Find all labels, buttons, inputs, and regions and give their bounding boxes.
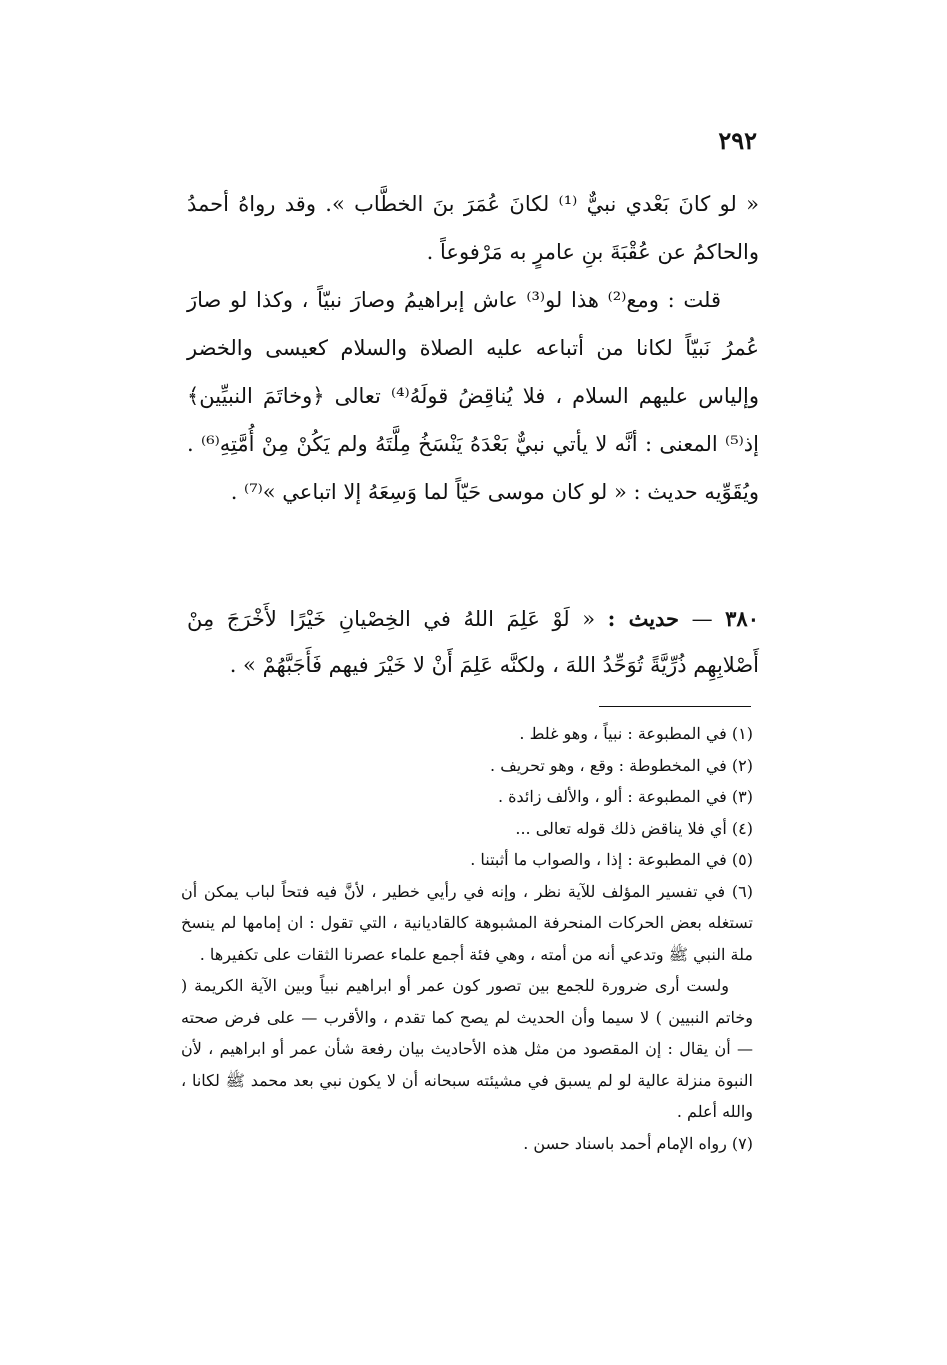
footnotes-block [181, 718, 753, 1159]
hadith-entry [187, 596, 759, 688]
hadith-dash: — [679, 607, 713, 631]
footnote: (١) في المطبوعة : نبياً ، وهو غلط . [519, 724, 753, 743]
footnote: (٧) رواه الإمام أحمد باسناد حسن . [523, 1133, 753, 1153]
main-paragraph: قلت : ومع⁽²⁾ هذا لو⁽³⁾ عاش إبراهيمُ وصارَ نبيّاً ، وكذا لو صارَ عُمرُ نَبيّاً لكانا من أتباعه عليه الصلاة والسلام كعيسى والخضر وإلياس عليهم السلام ، فلا يُناقِضُ قولَهُ⁽⁴⁾ تعالى ﴿وخاتَمَ النبيِّين﴾ إذ⁽⁵⁾ المعنى : أنَّه لا يأتي نبيٌّ بَعْدَهُ يَنْسَخُ مِلَّتَهُ ولم يَكُنْ مِنْ أُمَّتِهِ⁽⁶⁾ . ويُقَوِّيه حديث : « لو كان موسى حَيّاً لما وَسِعَهُ إلا اتباعي »⁽⁷⁾ . [187, 288, 759, 504]
footnote: (٢) في المخطوطة : وقع ، وهو تحريف . [490, 755, 753, 775]
footnote: (٥) في المطبوعة : إذا ، والصواب ما أثبتنا . [470, 850, 753, 869]
page-number: ٢٩٢ [718, 126, 757, 155]
main-paragraph: « لو كانَ بَعْدي نبيٌّ ⁽¹⁾ لكانَ عُمَرَ بنَ الخطَّاب ». وقد رواهُ أحمدُ والحاكمُ عن عُقْبَةَ بنِ عامرٍ به مَرْفوعاً . [187, 192, 759, 264]
main-text-block [187, 180, 759, 516]
footnote: (٤) أي فلا يناقض ذلك قوله تعالى ... [515, 818, 753, 838]
hadith-text: « لَوْ عَلِمَ اللهُ في الخِصْيانِ خَيْرًا لأَخْرَجَ مِنْ أَصْلابِهِم ذُرِّيَّةً تُوَحِّدُ اللهَ ، ولكنَّه عَلِمَ أَنْ لا خَيْرَ فيهم فَأَجَبَّهُمْ » . [187, 607, 759, 677]
footnote-separator [599, 706, 751, 707]
footnote: (٦) في تفسير المؤلف للآية نظر ، وإنه في رأيي خطير ، لأنَّ فيه فتحاً لباب يمكن أن تستغله بعض الحركات المنحرفة المشبوهة كالقاديانية ، التي تقول : ان إمامها لم ينسخ ملة النبي ﷺ وتدعي أنه من أمته ، وهي فئة أجمع علماء عصرنا الثقات على تكفيرها . [181, 881, 753, 964]
footnote: (٣) في المطبوعة : ألو ، والألف زائدة . [497, 787, 753, 806]
hadith-number: ٣٨٠ [725, 606, 759, 631]
hadith-label: حديث : [607, 606, 680, 631]
footnote-continuation: ولست أرى ضرورة للجمع بين تصور كون عمر أو ابراهيم نبياً وبين الآية الكريمة ( وخاتم النبيين ) لا سيما وأن الحديث لم يصح كما تقدم ، والأقرب — على فرض صحته — أن يقال : إن المقصود من مثل هذه الأحاديث بيان رفعة شأن عمر أو ابراهيم ، لأن النبوة منزلة عالية لو لم يسبق في مشيئته سبحانه أن لا يكون نبي بعد محمد ﷺ لكانا ، والله أعلم . [181, 976, 754, 1121]
